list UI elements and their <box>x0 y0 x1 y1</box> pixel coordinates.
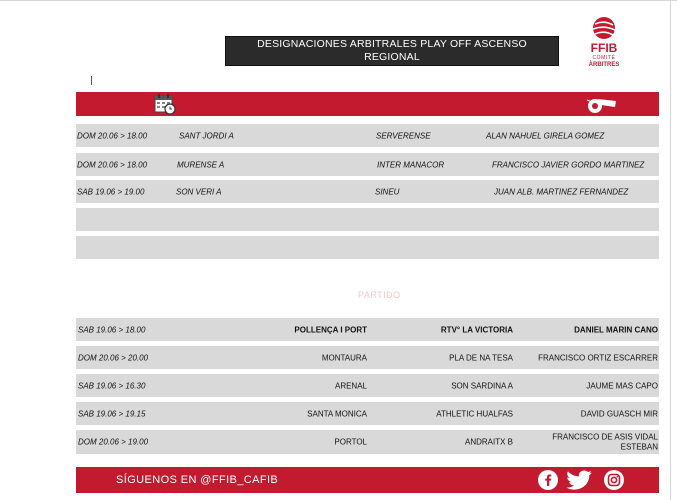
follow-us-text: SÍGUENOS EN @FFIB_CAFIB <box>116 474 279 486</box>
home-team: MURENSE A <box>177 160 225 169</box>
match-date: SAB 19.06 > 16.30 <box>78 381 146 390</box>
table-row-empty <box>76 236 659 259</box>
home-team: MONTAURA <box>321 353 367 362</box>
home-team: SON VERI A <box>176 187 222 196</box>
table-row <box>76 180 659 203</box>
document-title <box>225 36 559 66</box>
logo-text: FFIB <box>590 41 618 55</box>
referee-name: JUAN ALB. MARTINEZ FERNANDEZ <box>494 187 629 196</box>
facebook-icon[interactable] <box>537 469 559 491</box>
title-line-2: REGIONAL <box>364 51 420 63</box>
whistle-icon <box>584 93 618 115</box>
page-right-border <box>670 0 671 500</box>
match-date: DOM 20.06 > 19.00 <box>78 437 149 447</box>
home-team: POLLENÇA I PORT <box>294 325 367 334</box>
section-label: PARTIDO <box>358 290 401 300</box>
match-date: SAB 19.06 > 19.15 <box>78 409 146 418</box>
referee-name-line-2: ESTEBAN <box>620 442 658 452</box>
title-line-1: DESIGNACIONES ARBITRALES PLAY OFF ASCENSO <box>257 38 527 50</box>
away-team: PLA DE NA TESA <box>449 353 513 362</box>
away-team: SINEU <box>375 187 400 196</box>
match-date: SAB 19.06 > 18.00 <box>78 325 146 334</box>
home-team: ARENAL <box>334 381 367 390</box>
referee-name: JAUME MAS CAPO <box>586 381 658 390</box>
match-date: SAB 19.06 > 19.00 <box>77 187 145 196</box>
table-row <box>76 374 659 397</box>
referee-name: DAVID GUASCH MIR <box>580 409 658 418</box>
footer-bar <box>76 467 659 493</box>
match-date: DOM 20.06 > 20.00 <box>78 353 149 362</box>
away-team: INTER MANACOR <box>377 160 445 169</box>
referee-name: FRANCISCO ORTIZ ESCARRER <box>538 353 658 362</box>
home-team: SANTA MONICA <box>307 409 367 418</box>
referee-name: FRANCISCO JAVIER GORDO MARTINEZ <box>492 160 645 169</box>
table-row-empty <box>76 208 659 231</box>
referee-name: ALAN NAHUEL GIRELA GOMEZ <box>486 131 605 140</box>
twitter-icon[interactable] <box>566 469 594 491</box>
away-team: SON SARDINA A <box>451 381 513 390</box>
logo-subtext-2: ÀRBITRES <box>588 62 620 68</box>
table-row <box>76 346 659 369</box>
away-team: RTV° LA VICTORIA <box>440 325 513 334</box>
table-row <box>76 318 659 341</box>
home-team: PORTOL <box>334 437 367 447</box>
match-date: DOM 20.06 > 18.00 <box>77 160 148 169</box>
table-row <box>76 124 659 147</box>
away-team: SERVERENSE <box>376 131 431 140</box>
table-row <box>76 430 659 454</box>
referee-name: DANIEL MARIN CANO <box>574 325 658 334</box>
away-team: ANDRAITX B <box>464 437 513 447</box>
instagram-icon[interactable] <box>603 469 625 491</box>
match-date: DOM 20.06 > 18.00 <box>77 131 148 140</box>
referee-name-line-1: FRANCISCO DE ASIS VIDAL <box>552 432 658 442</box>
ffib-logo <box>584 16 624 70</box>
home-team: SANT JORDI A <box>179 131 234 140</box>
logo-subtext-1: COMITÉ <box>592 55 616 61</box>
table-row <box>76 153 659 176</box>
table-row <box>76 402 659 425</box>
page-top-border <box>0 0 677 1</box>
calendar-clock-icon <box>154 93 176 115</box>
away-team: ATHLETIC HUALFAS <box>436 409 513 418</box>
text-cursor <box>91 76 92 85</box>
